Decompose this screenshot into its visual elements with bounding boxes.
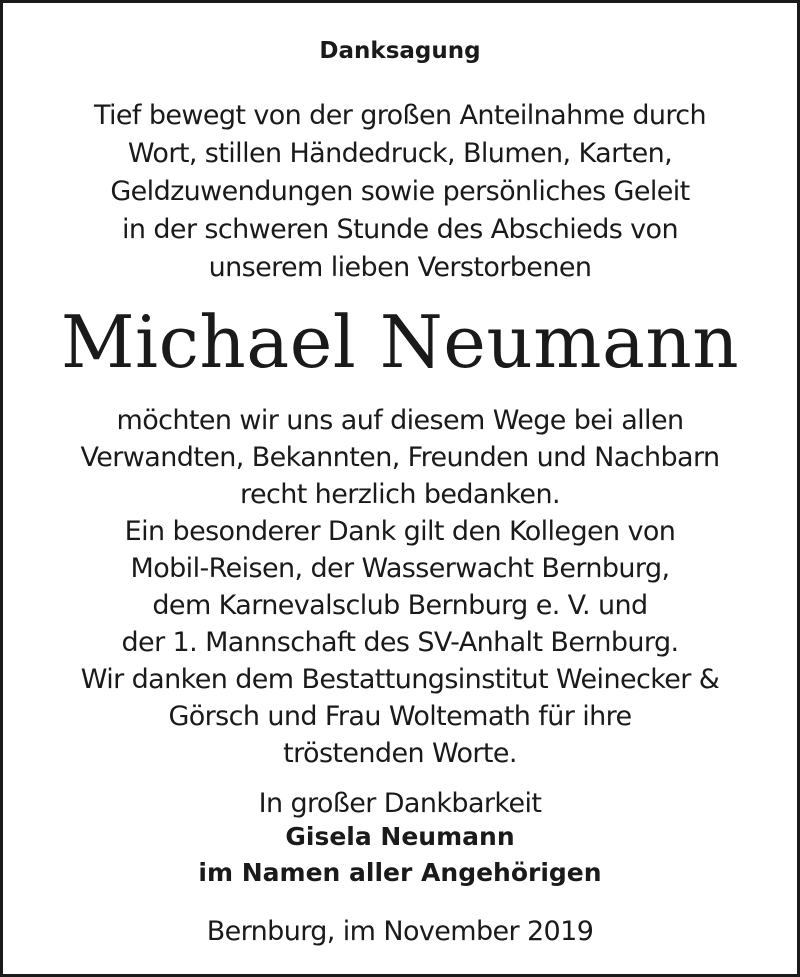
intro-line: Geldzuwendungen sowie persönliches Geleit [110, 176, 690, 207]
thanks-line: Ein besonderer Dank gilt den Kollegen von [124, 516, 676, 547]
intro-line: Wort, stillen Händedruck, Blumen, Karten, [127, 138, 673, 169]
closing-phrase: In großer Dankbarkeit [258, 788, 542, 819]
intro-line: Tief bewegt von der großen Anteilnahme durch [93, 100, 707, 131]
thanks-line: Verwandten, Bekannten, Freunden und Nachbarn [80, 442, 720, 473]
signatory-note: im Namen aller Angehörigen [198, 858, 602, 887]
thanks-line: tröstenden Worte. [283, 738, 517, 769]
intro-line: unserem lieben Verstorbenen [208, 252, 592, 283]
place-and-date: Bernburg, im November 2019 [206, 916, 594, 947]
thanks-line: Görsch und Frau Woltemath für ihre [168, 701, 632, 732]
thanks-line: möchten wir uns auf diesem Wege bei allen [116, 405, 684, 436]
deceased-name: Michael Neumann [60, 300, 740, 384]
thanks-line: Mobil-Reisen, der Wasserwacht Bernburg, [130, 553, 670, 584]
thanks-line: Wir danken dem Bestattungsinstitut Weinecker & [80, 664, 720, 695]
thanks-line: dem Karnevalsclub Bernburg e. V. und [152, 590, 648, 621]
signatory-name: Gisela Neumann [285, 822, 515, 851]
thanks-line: der 1. Mannschaft des SV-Anhalt Bernburg. [121, 627, 679, 658]
thanks-line: recht herzlich bedanken. [240, 479, 560, 510]
notice-heading: Danksagung [319, 38, 481, 64]
intro-line: in der schweren Stunde des Abschieds von [122, 214, 678, 245]
